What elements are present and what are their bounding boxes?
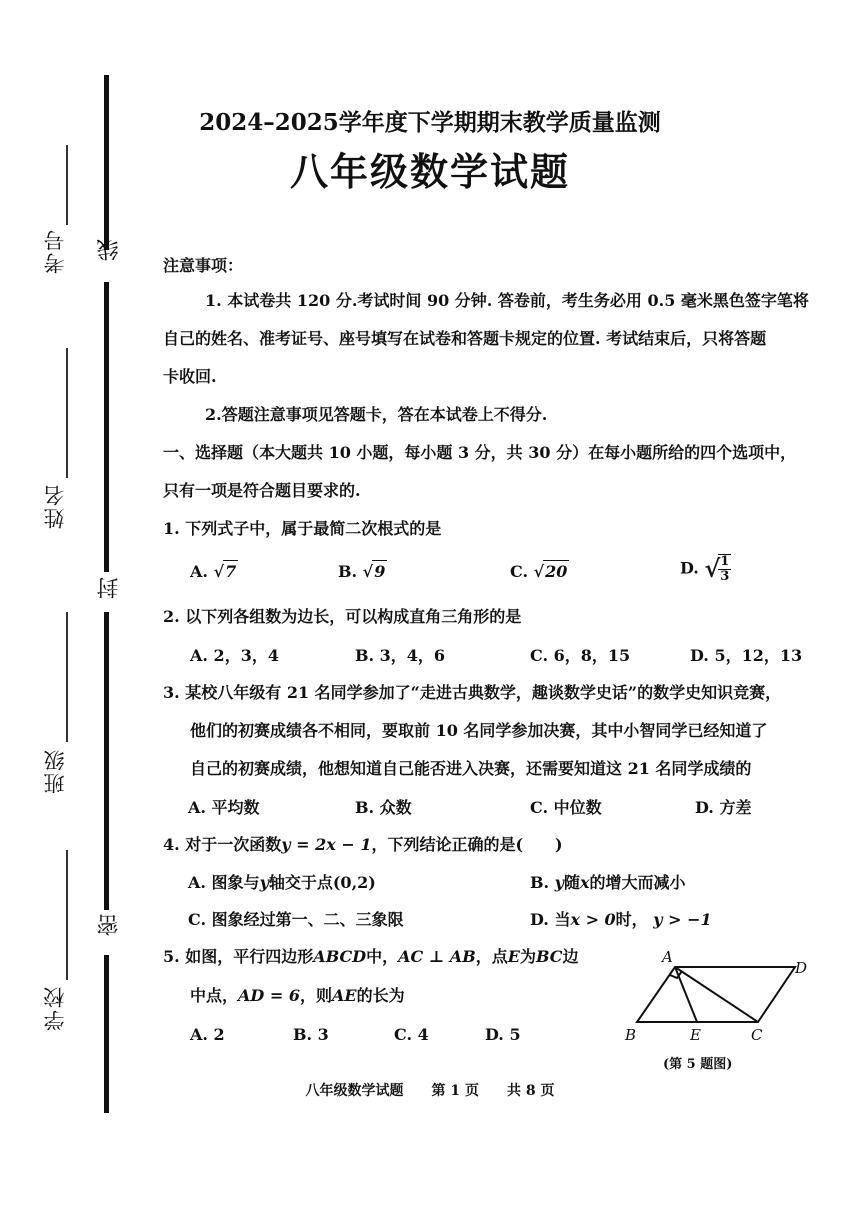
q1-option-a-radicand: 7 xyxy=(225,562,237,581)
q1-option-d-label: D. xyxy=(680,558,699,578)
school-label: 学校 xyxy=(43,985,67,1031)
q1-option-d-denominator: 3 xyxy=(720,569,730,584)
q3-line2: 他们的初赛成绩各不相同，要取前 10 名同学参加决赛，其中小智同学已经知道了 xyxy=(190,721,768,740)
notice-item1-line2: 自己的姓名、准考证号、座号填写在试卷和答题卡规定的位置. 考试结束后，只将答题 xyxy=(163,329,767,348)
q3-option-a[interactable]: A. 平均数 xyxy=(188,798,260,817)
q1-option-d-fraction xyxy=(718,554,731,584)
q3-line1: 3. 某校八年级有 21 名同学参加了“走进古典数学，趣谈数学史话”的数学史知识竞赛， xyxy=(163,683,782,702)
notice-item1-line3: 卡收回. xyxy=(163,367,217,386)
q5-option-d[interactable]: D. 5 xyxy=(485,1025,521,1044)
q2-option-b[interactable]: B. 3，4，6 xyxy=(355,646,446,665)
q5-line1-c: ，点 xyxy=(475,947,508,966)
exam-subtitle: 2024–2025学年度下学期期末教学质量监测 xyxy=(199,109,661,136)
q1-option-b-label: B. xyxy=(338,562,358,581)
page-footer: 八年级数学试题 第 1 页 共 8 页 xyxy=(305,1083,555,1099)
sqrt-symbol: √ xyxy=(704,554,721,583)
q5-line1-b: 中， xyxy=(366,947,399,966)
q5-line1-d: 为 xyxy=(519,947,536,966)
q2-stem: 2. 以下列各组数为边长，可以构成直角三角形的是 xyxy=(163,607,522,626)
q1-option-d-numerator: 1 xyxy=(720,554,730,569)
vertex-c-label: C xyxy=(751,1026,763,1044)
q3-line3: 自己的初赛成绩，他想知道自己能否进入决赛，还需要知道这 21 名同学成绩的 xyxy=(190,759,752,778)
q2-option-a[interactable]: A. 2，3，4 xyxy=(190,646,279,665)
q1-stem: 1. 下列式子中，属于最简二次根式的是 xyxy=(163,519,442,538)
q4-stem-pre: 4. 对于一次函数 xyxy=(163,835,282,854)
q1-option-c-radicand: 20 xyxy=(545,562,568,581)
notice-heading: 注意事项： xyxy=(163,256,244,275)
q1-option-c[interactable] xyxy=(510,560,569,583)
q4-option-d[interactable] xyxy=(530,909,712,931)
q4-option-c[interactable]: C. 图象经过第一、二、三象限 xyxy=(188,910,404,929)
q4-option-a[interactable] xyxy=(188,872,376,894)
q5-line1-abcd: ABCD xyxy=(313,947,367,966)
q4-option-a-pre: A. 图象与 xyxy=(188,873,260,892)
q5-option-b[interactable]: B. 3 xyxy=(293,1025,329,1044)
q5-line1-e: E xyxy=(507,947,520,966)
q5-line1-a: 5. 如图，平行四边形 xyxy=(163,947,314,966)
section1-line2: 只有一项是符合题目要求的. xyxy=(163,481,361,500)
binding-line-mid2 xyxy=(104,612,109,910)
q5-line1 xyxy=(163,946,579,968)
q3-option-c[interactable]: C. 中位数 xyxy=(530,798,602,817)
q5-line1-bc: BC xyxy=(535,947,563,966)
q5-figure-caption: (第 5 题图) xyxy=(663,1057,733,1072)
class-field[interactable] xyxy=(66,612,68,742)
q5-option-a[interactable]: A. 2 xyxy=(190,1025,225,1044)
q5-line1-perp: AC ⊥ AB xyxy=(398,947,476,966)
q4-option-b-var1: y xyxy=(554,873,564,892)
q5-parallelogram-figure xyxy=(615,942,820,1077)
q4-option-b-mid: 随 xyxy=(563,873,580,892)
name-label: 姓名 xyxy=(43,483,67,529)
q5-line2-b: ，则 xyxy=(299,986,332,1005)
notice-item1-line1: 1. 本试卷共 120 分.考试时间 90 分钟. 答卷前，考生务必用 0.5 毫米黑色签字笔将 xyxy=(205,291,809,310)
q3-option-b[interactable]: B. 众数 xyxy=(355,798,412,817)
q1-option-b-radicand: 9 xyxy=(374,562,386,581)
name-field[interactable] xyxy=(66,348,68,478)
q4-option-a-var: y xyxy=(259,873,269,892)
school-field[interactable] xyxy=(66,850,68,980)
q4-stem xyxy=(163,834,563,856)
q4-stem-formula: y = 2x − 1 xyxy=(281,835,372,854)
q4-option-d-pre: D. 当 xyxy=(530,910,571,929)
q5-line1-end: 边 xyxy=(562,947,579,966)
q5-line2-a: 中点， xyxy=(190,986,239,1005)
notice-item2: 2.答题注意事项见答题卡，答在本试卷上不得分. xyxy=(205,405,548,424)
q1-option-a[interactable] xyxy=(190,560,238,583)
q5-line2-end: 的长为 xyxy=(356,986,405,1005)
binding-mark-line: 线 xyxy=(97,237,122,261)
q3-option-d[interactable]: D. 方差 xyxy=(695,798,752,817)
exam-no-label: 考号 xyxy=(43,228,67,274)
point-e-label: E xyxy=(690,1026,701,1044)
vertex-d-label: D xyxy=(795,959,808,977)
q5-line2-ae: AE xyxy=(332,986,357,1005)
q4-option-b[interactable] xyxy=(530,872,686,894)
q2-option-d[interactable]: D. 5，12，13 xyxy=(690,646,803,665)
sqrt-symbol: √7 xyxy=(213,562,237,581)
q1-option-d[interactable] xyxy=(680,554,731,584)
q5-option-c[interactable]: C. 4 xyxy=(394,1025,429,1044)
sqrt-symbol: √9 xyxy=(362,562,386,581)
q5-line2 xyxy=(190,985,405,1007)
section1-line1: 一、选择题（本大题共 10 小题，每小题 3 分，共 30 分）在每小题所给的四个选项中， xyxy=(163,443,797,462)
binding-mark-secret: 密 xyxy=(97,912,122,936)
q4-option-d-cond: x > 0 xyxy=(570,910,616,929)
diagonal-ac xyxy=(675,967,758,1022)
sqrt-symbol: √20 xyxy=(533,562,568,581)
q4-option-a-post: 轴交于点(0,2) xyxy=(268,873,376,892)
q2-option-c[interactable]: C. 6，8，15 xyxy=(530,646,631,665)
q1-option-c-label: C. xyxy=(510,562,529,581)
q4-option-b-post: 的增大而减小 xyxy=(589,873,686,892)
q4-option-b-var2: x xyxy=(579,873,590,892)
q4-option-d-result: y > −1 xyxy=(653,910,712,929)
q1-option-a-label: A. xyxy=(190,562,208,581)
q1-option-b[interactable] xyxy=(338,560,387,583)
q4-option-b-pre: B. xyxy=(530,873,550,892)
vertex-a-label: A xyxy=(662,948,673,966)
binding-line-mid1 xyxy=(104,282,109,572)
binding-mark-seal: 封 xyxy=(97,575,122,599)
q4-stem-post: ，下列结论正确的是( ) xyxy=(371,835,563,854)
vertex-b-label: B xyxy=(625,1026,637,1044)
class-label: 班级 xyxy=(43,748,67,794)
exam-title: 八年级数学试题 xyxy=(289,149,570,194)
q4-option-d-mid: 时， xyxy=(615,910,648,929)
q5-line2-ad: AD = 6 xyxy=(238,986,300,1005)
